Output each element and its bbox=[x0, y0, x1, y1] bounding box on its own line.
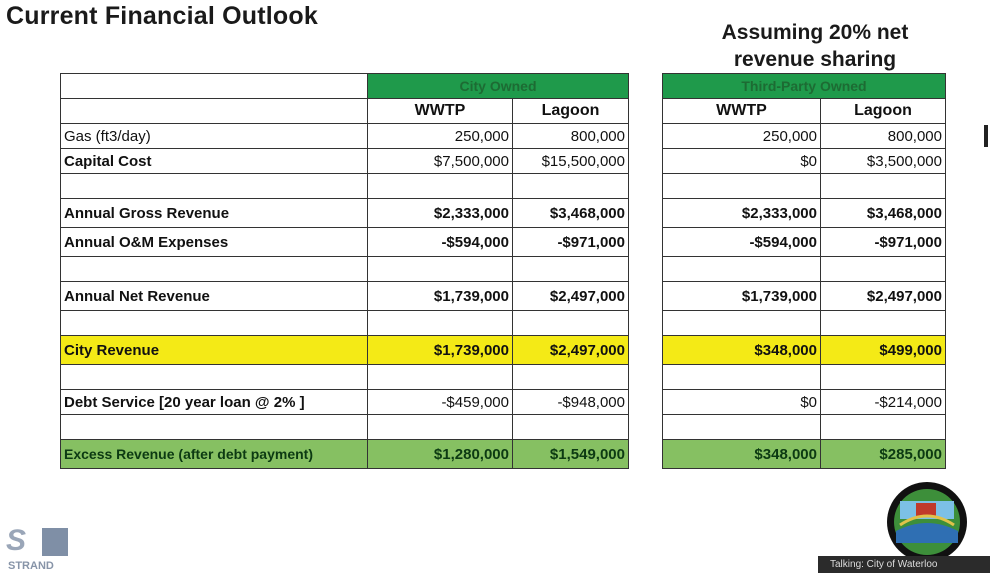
value-cell: $1,280,000 bbox=[368, 440, 513, 469]
value-cell: -$971,000 bbox=[513, 228, 629, 257]
value-cell: $3,468,000 bbox=[821, 199, 946, 228]
table-row bbox=[61, 199, 946, 228]
table-row bbox=[61, 440, 946, 469]
gap-cell bbox=[629, 282, 663, 311]
speaker-caption: Talking: City of Waterloo bbox=[818, 556, 990, 573]
value-cell: $3,500,000 bbox=[821, 149, 946, 174]
value-cell: $499,000 bbox=[821, 336, 946, 365]
value-cell: 250,000 bbox=[368, 124, 513, 149]
value-cell: $2,497,000 bbox=[821, 282, 946, 311]
gap-cell bbox=[629, 415, 663, 440]
value-cell: $285,000 bbox=[821, 440, 946, 469]
gap-cell bbox=[629, 257, 663, 282]
edge-mark bbox=[984, 125, 988, 147]
row-label: City Revenue bbox=[61, 336, 368, 365]
gap-cell bbox=[629, 311, 663, 336]
group-third-party-owned: Third-Party Owned bbox=[663, 74, 946, 99]
value-cell bbox=[368, 415, 513, 440]
spacer-row bbox=[61, 257, 946, 282]
value-cell bbox=[663, 415, 821, 440]
waterloo-seal-icon bbox=[886, 481, 968, 563]
row-label: Annual Gross Revenue bbox=[61, 199, 368, 228]
value-cell: 800,000 bbox=[821, 124, 946, 149]
gap-cell bbox=[629, 365, 663, 390]
row-label: Annual Net Revenue bbox=[61, 282, 368, 311]
col-header-third-wwtp: WWTP bbox=[663, 99, 821, 124]
strand-logo-letters: S bbox=[6, 524, 25, 557]
value-cell: $1,739,000 bbox=[368, 282, 513, 311]
value-cell bbox=[368, 365, 513, 390]
row-label bbox=[61, 415, 368, 440]
value-cell bbox=[821, 311, 946, 336]
table-row bbox=[61, 282, 946, 311]
col-header-third-lagoon: Lagoon bbox=[821, 99, 946, 124]
value-cell: -$948,000 bbox=[513, 390, 629, 415]
value-cell bbox=[513, 174, 629, 199]
value-cell: -$971,000 bbox=[821, 228, 946, 257]
row-label: Gas (ft3/day) bbox=[61, 124, 368, 149]
value-cell: $1,739,000 bbox=[663, 282, 821, 311]
gap-cell bbox=[629, 149, 663, 174]
spacer-row bbox=[61, 365, 946, 390]
col-header-city-wwtp: WWTP bbox=[368, 99, 513, 124]
value-cell: $15,500,000 bbox=[513, 149, 629, 174]
table-row bbox=[61, 149, 946, 174]
table-row bbox=[61, 336, 946, 365]
row-label: Excess Revenue (after debt payment) bbox=[61, 440, 368, 469]
gap-cell bbox=[629, 440, 663, 469]
row-label: Capital Cost bbox=[61, 149, 368, 174]
value-cell: $2,333,000 bbox=[663, 199, 821, 228]
value-cell: -$594,000 bbox=[368, 228, 513, 257]
gap-cell bbox=[629, 390, 663, 415]
slide-title: Current Financial Outlook bbox=[6, 2, 318, 30]
value-cell bbox=[368, 257, 513, 282]
assumption-line-2: revenue sharing bbox=[733, 48, 897, 71]
row-label: Debt Service [20 year loan @ 2% ] bbox=[61, 390, 368, 415]
value-cell bbox=[513, 311, 629, 336]
value-cell: -$459,000 bbox=[368, 390, 513, 415]
group-header-row bbox=[61, 74, 946, 99]
value-cell bbox=[663, 365, 821, 390]
value-cell bbox=[821, 174, 946, 199]
value-cell bbox=[513, 365, 629, 390]
table-row bbox=[61, 390, 946, 415]
row-label: Annual O&M Expenses bbox=[61, 228, 368, 257]
financial-table bbox=[60, 73, 946, 469]
value-cell: $0 bbox=[663, 149, 821, 174]
assumption-note bbox=[690, 19, 940, 73]
gap-cell bbox=[629, 199, 663, 228]
spacer-row bbox=[61, 311, 946, 336]
value-cell bbox=[368, 311, 513, 336]
value-cell: $348,000 bbox=[663, 336, 821, 365]
gap-cell bbox=[629, 228, 663, 257]
group-city-owned: City Owned bbox=[368, 74, 629, 99]
value-cell bbox=[821, 415, 946, 440]
value-cell: $2,333,000 bbox=[368, 199, 513, 228]
column-header-row bbox=[61, 99, 946, 124]
strand-logo-text: STRAND bbox=[8, 560, 54, 572]
value-cell bbox=[513, 415, 629, 440]
value-cell: 250,000 bbox=[663, 124, 821, 149]
gap-cell bbox=[629, 124, 663, 149]
row-label bbox=[61, 174, 368, 199]
row-label bbox=[61, 365, 368, 390]
value-cell bbox=[663, 257, 821, 282]
value-cell bbox=[663, 174, 821, 199]
value-cell bbox=[368, 174, 513, 199]
value-cell: $1,739,000 bbox=[368, 336, 513, 365]
value-cell: $0 bbox=[663, 390, 821, 415]
strand-logo bbox=[6, 524, 68, 572]
value-cell: $7,500,000 bbox=[368, 149, 513, 174]
label-header-cell bbox=[61, 99, 368, 124]
gap-cell bbox=[629, 174, 663, 199]
value-cell: $1,549,000 bbox=[513, 440, 629, 469]
value-cell: $3,468,000 bbox=[513, 199, 629, 228]
col-header-city-lagoon: Lagoon bbox=[513, 99, 629, 124]
header-blank-cell bbox=[61, 74, 368, 99]
value-cell: $2,497,000 bbox=[513, 282, 629, 311]
value-cell: $2,497,000 bbox=[513, 336, 629, 365]
row-label bbox=[61, 311, 368, 336]
value-cell: -$594,000 bbox=[663, 228, 821, 257]
value-cell bbox=[513, 257, 629, 282]
table-row bbox=[61, 228, 946, 257]
row-label bbox=[61, 257, 368, 282]
gap-cell bbox=[629, 336, 663, 365]
value-cell bbox=[663, 311, 821, 336]
gap-cell bbox=[629, 74, 663, 99]
value-cell: $348,000 bbox=[663, 440, 821, 469]
assumption-line-1: Assuming 20% net bbox=[721, 21, 909, 44]
value-cell bbox=[821, 365, 946, 390]
spacer-row bbox=[61, 174, 946, 199]
table-row bbox=[61, 124, 946, 149]
gap-cell bbox=[629, 99, 663, 124]
value-cell: -$214,000 bbox=[821, 390, 946, 415]
value-cell bbox=[821, 257, 946, 282]
strand-logo-mark bbox=[42, 528, 68, 556]
value-cell: 800,000 bbox=[513, 124, 629, 149]
spacer-row bbox=[61, 415, 946, 440]
